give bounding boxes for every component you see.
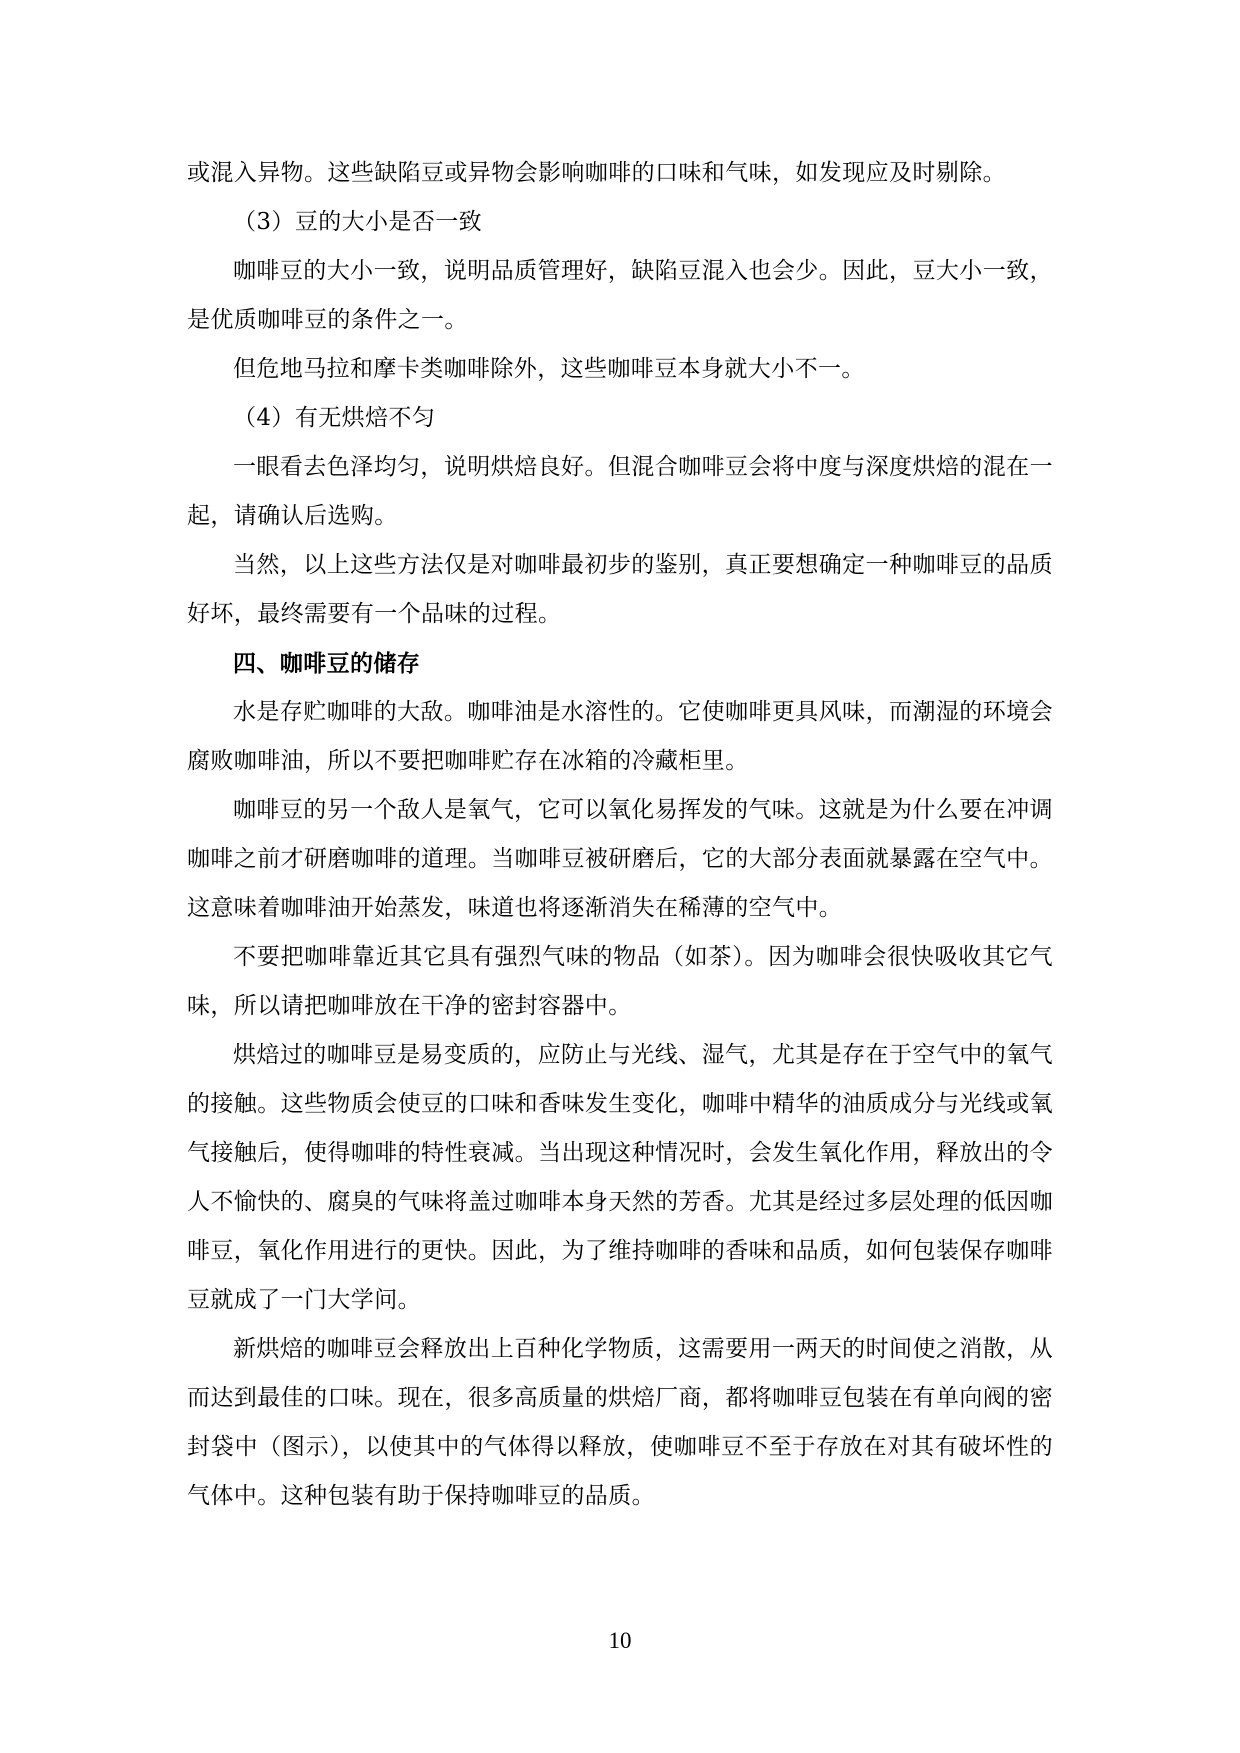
section-heading-storage: 四、咖啡豆的储存 xyxy=(233,650,421,677)
paragraph: 咖啡豆的大小一致，说明品质管理好，缺陷豆混入也会少。因此，豆大小一致，是优质咖啡豆的条件之一。 xyxy=(187,258,1053,333)
paragraph-continued: 或混入异物。这些缺陷豆或异物会影响咖啡的口味和气味，如发现应及时剔除。 xyxy=(187,160,1006,186)
paragraph: 水是存贮咖啡的大敌。咖啡油是水溶性的。它使咖啡更具风味，而潮湿的环境会腐败咖啡油，所以不要把咖啡贮存在冰箱的冷藏柜里。 xyxy=(187,699,1053,774)
subheading-uneven-roast: （4）有无烘焙不匀 xyxy=(233,405,436,431)
paragraph: 一眼看去色泽均匀，说明烘焙良好。但混合咖啡豆会将中度与深度烘焙的混在一起，请确认后选购。 xyxy=(187,454,1053,529)
page-body xyxy=(187,149,1053,1521)
paragraph: 咖啡豆的另一个敌人是氧气，它可以氧化易挥发的气味。这就是为什么要在冲调咖啡之前才研磨咖啡的道理。当咖啡豆被研磨后，它的大部分表面就暴露在空气中。这意味着咖啡油开始蒸发，味道也将逐渐消失在稀薄的空气中。 xyxy=(187,797,1053,921)
paragraph: 当然，以上这些方法仅是对咖啡最初步的鉴别，真正要想确定一种咖啡豆的品质好坏，最终需要有一个品味的过程。 xyxy=(187,552,1053,627)
subheading-bean-size: （3）豆的大小是否一致 xyxy=(233,209,483,235)
paragraph: 不要把咖啡靠近其它具有强烈气味的物品（如茶）。因为咖啡会很快吸收其它气味，所以请把咖啡放在干净的密封容器中。 xyxy=(187,944,1053,1019)
page-number: 10 xyxy=(608,1628,632,1653)
paragraph: 但危地马拉和摩卡类咖啡除外，这些咖啡豆本身就大小不一。 xyxy=(233,356,865,382)
paragraph: 新烘焙的咖啡豆会释放出上百种化学物质，这需要用一两天的时间使之消散，从而达到最佳的口味。现在，很多高质量的烘焙厂商，都将咖啡豆包装在有单向阀的密封袋中（图示），以使其中的气体得以释放，使咖啡豆不至于存放在对其有破坏性的气体中。这种包装有助于保持咖啡豆的品质。 xyxy=(187,1336,1053,1509)
paragraph: 烘焙过的咖啡豆是易变质的，应防止与光线、湿气，尤其是存在于空气中的氧气的接触。这些物质会使豆的口味和香味发生变化，咖啡中精华的油质成分与光线或氧气接触后，使得咖啡的特性衰减。当出现这种情况时，会发生氧化作用，释放出的令人不愉快的、腐臭的气味将盖过咖啡本身天然的芳香。尤其是经过多层处理的低因咖啡豆，氧化作用进行的更快。因此，为了维持咖啡的香味和品质，如何包装保存咖啡豆就成了一门大学问。 xyxy=(187,1042,1053,1313)
